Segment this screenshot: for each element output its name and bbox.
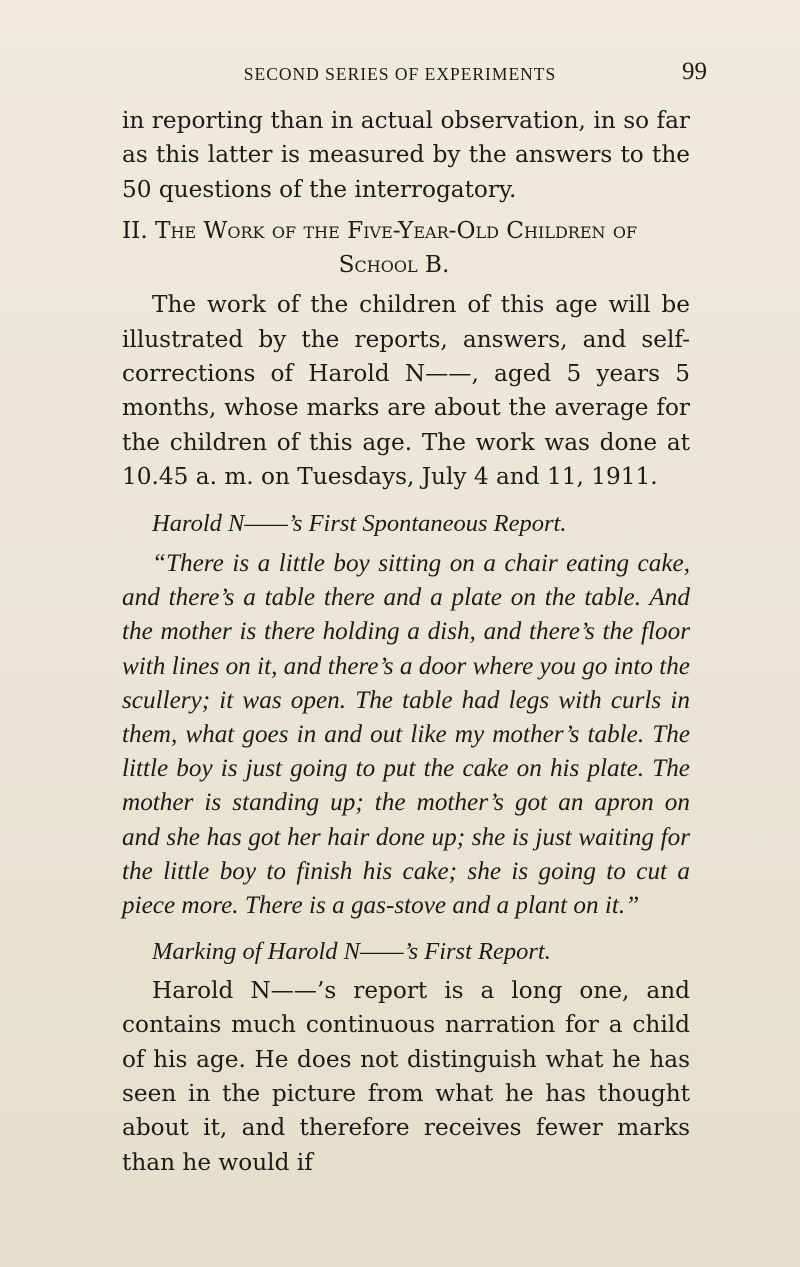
section-heading-line1: II. The Work of the Five-Year-Old Children of <box>122 217 638 245</box>
report-quote: “There is a little boy sitting on a chair eating cake, and there’s a table there and a plate on the table. And the mother is there holding a dish, and there’s the floor with lines on it, and there’s a door where you go into the scullery; it was open. The table had legs with curls in them, what goes in and out like my mother’s table. The little boy is just going to put the cake on his plate. The mother is standing up; the mother’s got an apron on and she has got her hair done up; she is just waiting for the little boy to finish his cake; she is going to cut a piece more. There is a gas-stove and a plant on it.” <box>122 550 690 920</box>
continuation-paragraph: in reporting than in actual observation, in so far as this latter is measured by the answers to the 50 questions of the interrogatory. <box>122 107 690 203</box>
marking-subheading: Marking of Harold N——’s First Report. <box>152 938 551 966</box>
report-subheading: Harold N——’s First Spontaneous Report. <box>152 509 567 537</box>
page-number: 99 <box>682 58 707 85</box>
intro-paragraph: The work of the children of this age will be illustrated by the reports, answers, and self-corrections of Harold N——, aged 5 years 5 months, whose marks are about the average for the children of this age. The work was done at 10.45 a. m. on Tuesdays, July 4 and 11, 1911. <box>122 291 690 491</box>
marking-paragraph: Harold N——’s report is a long one, and contains much continuous narration for a child of his age. He does not distinguish what he has seen in the picture from what he has thought about it, and therefore receives fewer marks than he would if <box>122 976 690 1176</box>
section-heading-line2: School B. <box>338 251 450 279</box>
body-text <box>122 104 690 1180</box>
running-head: SECOND SERIES OF EXPERIMENTS <box>243 64 557 84</box>
section-heading <box>122 214 690 282</box>
page-header <box>0 58 800 92</box>
